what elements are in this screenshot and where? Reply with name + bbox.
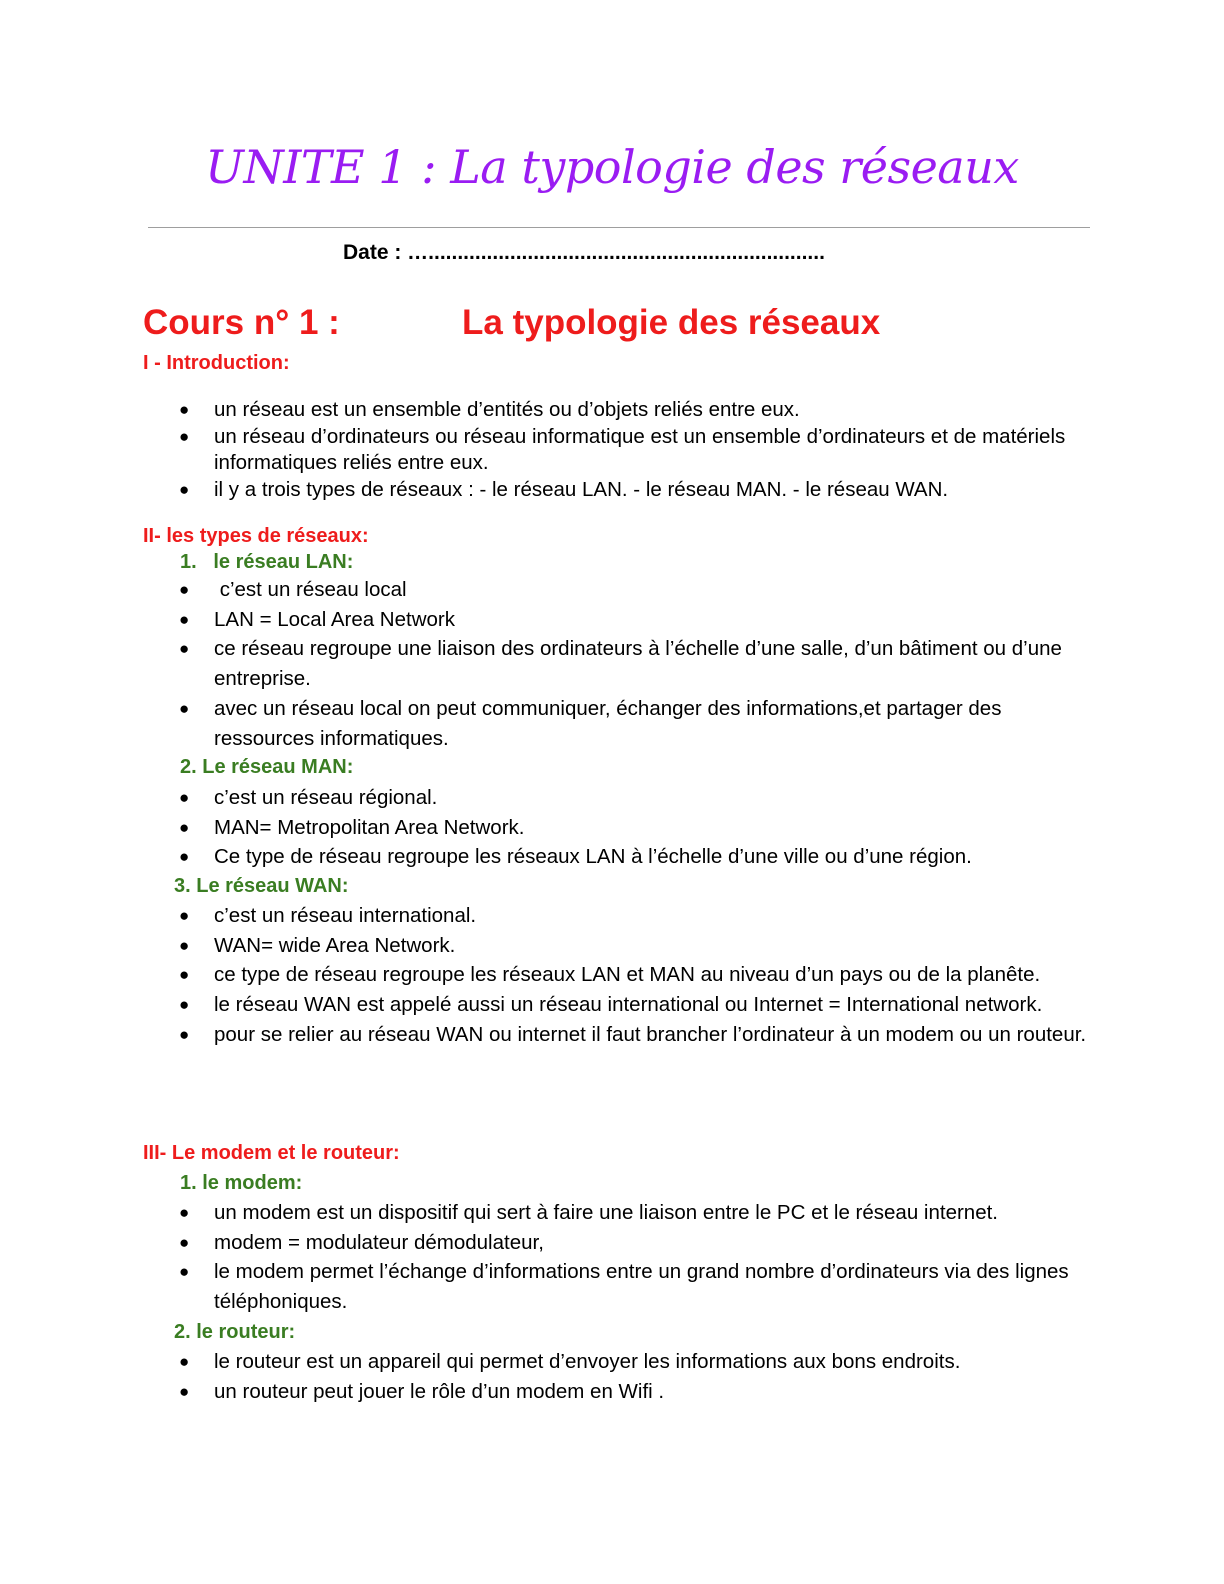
wan-bullet-list	[174, 901, 1094, 1050]
subheading-router: 2. le routeur:	[174, 1321, 296, 1343]
list-item: ● un réseau d’ordinateurs ou réseau informatique est un ensemble d’ordinateurs et de matériels informatiques reliés entre eux.	[179, 424, 1066, 474]
list-item: ● ce réseau regroupe une liaison des ordinateurs à l’échelle d’une salle, d’un bâtiment ou d’une entreprise.	[174, 634, 1094, 693]
course-number: Cours n° 1 :	[143, 303, 340, 342]
bullet-icon: ●	[179, 817, 190, 837]
list-item: ● avec un réseau local on peut communiquer, échanger des informations,et partager des ressources informatiques.	[174, 694, 1094, 753]
bullet-icon: ●	[179, 906, 190, 925]
list-item: ● un réseau est un ensemble d’entités ou d’objets reliés entre eux.	[174, 397, 1094, 424]
bullet-icon: ●	[179, 400, 190, 419]
list-item: ● il y a trois types de réseaux : - le réseau LAN. - le réseau MAN. - le réseau WAN.	[174, 477, 1094, 504]
section-heading-introduction: I - Introduction:	[143, 352, 290, 374]
lan-bullet-list	[174, 575, 1094, 753]
bullet-icon: ●	[179, 1381, 190, 1401]
bullet-icon: ●	[179, 580, 190, 599]
list-item: ● WAN= wide Area Network.	[174, 931, 1094, 961]
bullet-icon: ●	[179, 1024, 190, 1044]
bullet-icon: ●	[179, 698, 190, 718]
list-item: ● LAN = Local Area Network	[174, 605, 1094, 635]
section-heading-network-types: II- les types de réseaux:	[143, 525, 369, 547]
list-item: ● un modem est un dispositif qui sert à faire une liaison entre le PC et le réseau internet.	[174, 1198, 1094, 1228]
bullet-icon: ●	[179, 1352, 190, 1371]
bullet-icon: ●	[179, 1232, 190, 1252]
modem-bullet-list	[174, 1198, 1094, 1317]
router-bullet-list	[174, 1347, 1094, 1406]
bullet-icon: ●	[179, 847, 190, 867]
bullet-icon: ●	[179, 479, 190, 499]
bullet-icon: ●	[179, 995, 190, 1015]
bullet-icon: ●	[179, 609, 190, 629]
list-item: ● c’est un réseau local	[174, 575, 1094, 605]
list-item: ● le routeur est un appareil qui permet d’envoyer les informations aux bons endroits.	[174, 1347, 1094, 1377]
course-title: La typologie des réseaux	[462, 303, 881, 342]
bullet-icon: ●	[179, 935, 190, 955]
date-line: Date : …....................................................................	[343, 241, 825, 264]
list-item: ● Ce type de réseau regroupe les réseaux LAN à l’échelle d’une ville ou d’une région.	[174, 842, 1094, 872]
subheading-lan: 1. le réseau LAN:	[180, 551, 354, 573]
list-item: ● pour se relier au réseau WAN ou internet il faut brancher l’ordinateur à un modem ou un routeur.	[174, 1020, 1094, 1050]
bullet-icon: ●	[179, 788, 190, 807]
man-bullet-list	[174, 783, 1094, 872]
unit-title: UNITE 1 : La typologie des réseaux	[205, 140, 1019, 194]
bullet-icon: ●	[179, 1262, 190, 1282]
intro-bullet-list	[174, 397, 1094, 503]
list-item: ● un routeur peut jouer le rôle d’un modem en Wifi .	[174, 1377, 1094, 1407]
section-heading-modem-router: III- Le modem et le routeur:	[143, 1142, 400, 1164]
list-item: ● ce type de réseau regroupe les réseaux LAN et MAN au niveau d’un pays ou de la planête.	[174, 960, 1094, 990]
list-item: ● le modem permet l’échange d’informations entre un grand nombre d’ordinateurs via des lignes téléphoniques.	[174, 1257, 1094, 1316]
bullet-icon: ●	[179, 965, 190, 985]
bullet-icon: ●	[179, 1203, 190, 1222]
list-item: ● MAN= Metropolitan Area Network.	[174, 813, 1094, 843]
bullet-icon: ●	[179, 639, 190, 659]
title-divider	[148, 227, 1090, 228]
bullet-icon: ●	[179, 426, 190, 446]
subheading-man: 2. Le réseau MAN:	[180, 756, 354, 778]
subheading-wan: 3. Le réseau WAN:	[174, 875, 349, 897]
list-item: ● c’est un réseau régional.	[174, 783, 1094, 813]
list-item: ● c’est un réseau international.	[174, 901, 1094, 931]
list-item: ● le réseau WAN est appelé aussi un réseau international ou Internet = International network.	[174, 990, 1094, 1020]
subheading-modem: 1. le modem:	[180, 1172, 303, 1194]
list-item: ● modem = modulateur démodulateur,	[174, 1228, 1094, 1258]
